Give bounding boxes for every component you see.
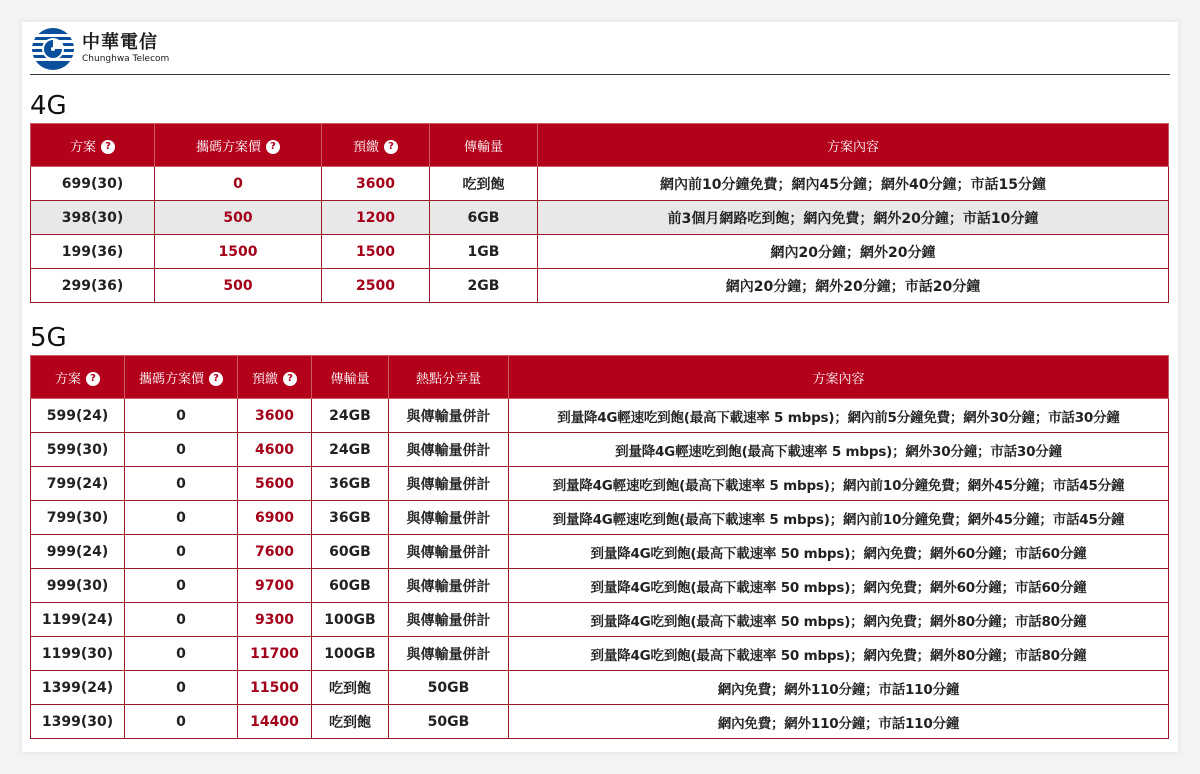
cell-plan: 599(24) <box>31 399 125 433</box>
cell-port-price: 1500 <box>155 235 322 269</box>
table-row <box>31 269 1169 303</box>
cell-data: 36GB <box>312 501 389 535</box>
chunghwa-logo-icon <box>30 26 76 72</box>
cell-port-price: 0 <box>155 167 322 201</box>
cell-data: 吃到飽 <box>312 671 389 705</box>
cell-prepay: 7600 <box>238 535 312 569</box>
cell-prepay: 5600 <box>238 467 312 501</box>
cell-prepay: 6900 <box>238 501 312 535</box>
cell-port-price: 0 <box>125 569 238 603</box>
cell-port-price: 0 <box>125 433 238 467</box>
cell-prepay: 11700 <box>238 637 312 671</box>
page-header <box>30 22 1170 75</box>
cell-port-price: 500 <box>155 269 322 303</box>
cell-data: 24GB <box>312 399 389 433</box>
cell-hotspot: 50GB <box>389 705 509 739</box>
cell-content: 網內免費；網外110分鐘；市話110分鐘 <box>509 671 1169 705</box>
cell-data: 吃到飽 <box>430 167 538 201</box>
plans-table-5g <box>30 355 1169 739</box>
header-port-price: 攜碼方案價 ? <box>155 124 322 167</box>
header-content: 方案內容 <box>538 124 1169 167</box>
cell-plan: 299(36) <box>31 269 155 303</box>
cell-hotspot: 與傳輸量併計 <box>389 569 509 603</box>
table-row <box>31 603 1169 637</box>
cell-prepay: 11500 <box>238 671 312 705</box>
cell-hotspot: 與傳輸量併計 <box>389 535 509 569</box>
help-icon[interactable]: ? <box>283 372 297 386</box>
cell-content: 網內免費；網外110分鐘；市話110分鐘 <box>509 705 1169 739</box>
help-icon[interactable]: ? <box>384 140 398 154</box>
cell-hotspot: 與傳輸量併計 <box>389 467 509 501</box>
cell-hotspot: 與傳輸量併計 <box>389 399 509 433</box>
cell-plan: 799(24) <box>31 467 125 501</box>
cell-data: 100GB <box>312 637 389 671</box>
header-port-price: 攜碼方案價 ? <box>125 356 238 399</box>
plans-card <box>22 22 1178 752</box>
help-icon[interactable]: ? <box>209 372 223 386</box>
cell-plan: 199(36) <box>31 235 155 269</box>
cell-prepay: 9700 <box>238 569 312 603</box>
table-row <box>31 501 1169 535</box>
table-row <box>31 167 1169 201</box>
cell-plan: 699(30) <box>31 167 155 201</box>
table-row <box>31 235 1169 269</box>
help-icon[interactable]: ? <box>101 140 115 154</box>
table-row <box>31 433 1169 467</box>
header-content: 方案內容 <box>509 356 1169 399</box>
cell-port-price: 0 <box>125 671 238 705</box>
cell-plan: 398(30) <box>31 201 155 235</box>
cell-plan: 599(30) <box>31 433 125 467</box>
help-icon[interactable]: ? <box>266 140 280 154</box>
header-hotspot: 熱點分享量 <box>389 356 509 399</box>
table-row <box>31 201 1169 235</box>
table-row <box>31 671 1169 705</box>
cell-content: 網內20分鐘；網外20分鐘 <box>538 235 1169 269</box>
table-row <box>31 399 1169 433</box>
cell-content: 到量降4G輕速吃到飽(最高下載速率 5 mbps)；網內前5分鐘免費；網外30分鐘；市話30分鐘 <box>509 399 1169 433</box>
header-prepay: 預繳 ? <box>322 124 430 167</box>
cell-content: 網內前10分鐘免費；網內45分鐘；網外40分鐘；市話15分鐘 <box>538 167 1169 201</box>
cell-content: 到量降4G輕速吃到飽(最高下載速率 5 mbps)；網內前10分鐘免費；網外45分鐘；市話45分鐘 <box>509 467 1169 501</box>
cell-data: 36GB <box>312 467 389 501</box>
chunghwa-logo[interactable] <box>30 26 169 72</box>
cell-content: 到量降4G吃到飽(最高下載速率 50 mbps)；網內免費；網外80分鐘；市話80分鐘 <box>509 603 1169 637</box>
cell-plan: 1399(30) <box>31 705 125 739</box>
cell-port-price: 0 <box>125 501 238 535</box>
cell-port-price: 0 <box>125 399 238 433</box>
cell-data: 2GB <box>430 269 538 303</box>
table-row <box>31 637 1169 671</box>
cell-content: 到量降4G吃到飽(最高下載速率 50 mbps)；網內免費；網外60分鐘；市話60分鐘 <box>509 535 1169 569</box>
cell-content: 到量降4G輕速吃到飽(最高下載速率 5 mbps)；網外30分鐘；市話30分鐘 <box>509 433 1169 467</box>
cell-data: 60GB <box>312 535 389 569</box>
cell-data: 1GB <box>430 235 538 269</box>
cell-port-price: 500 <box>155 201 322 235</box>
cell-plan: 999(24) <box>31 535 125 569</box>
cell-prepay: 4600 <box>238 433 312 467</box>
cell-port-price: 0 <box>125 705 238 739</box>
cell-hotspot: 與傳輸量併計 <box>389 433 509 467</box>
cell-data: 24GB <box>312 433 389 467</box>
table-row <box>31 535 1169 569</box>
cell-data: 6GB <box>430 201 538 235</box>
section-title-5g: 5G <box>30 323 67 353</box>
brand-name-en: Chunghwa Telecom <box>82 54 170 64</box>
cell-hotspot: 與傳輸量併計 <box>389 501 509 535</box>
cell-prepay: 3600 <box>322 167 430 201</box>
cell-content: 到量降4G輕速吃到飽(最高下載速率 5 mbps)；網內前10分鐘免費；網外45分鐘；市話45分鐘 <box>509 501 1169 535</box>
cell-prepay: 1500 <box>322 235 430 269</box>
cell-content: 網內20分鐘；網外20分鐘；市話20分鐘 <box>538 269 1169 303</box>
cell-data: 60GB <box>312 569 389 603</box>
cell-prepay: 9300 <box>238 603 312 637</box>
header-plan: 方案 ? <box>31 124 155 167</box>
plans-table-4g <box>30 123 1169 303</box>
cell-prepay: 3600 <box>238 399 312 433</box>
cell-plan: 1199(24) <box>31 603 125 637</box>
brand-name-zh: 中華電信 <box>82 32 158 53</box>
header-data: 傳輸量 <box>312 356 389 399</box>
cell-port-price: 0 <box>125 637 238 671</box>
cell-data: 100GB <box>312 603 389 637</box>
cell-data: 吃到飽 <box>312 705 389 739</box>
cell-prepay: 14400 <box>238 705 312 739</box>
cell-prepay: 2500 <box>322 269 430 303</box>
cell-content: 前3個月網路吃到飽；網內免費；網外20分鐘；市話10分鐘 <box>538 201 1169 235</box>
cell-hotspot: 與傳輸量併計 <box>389 637 509 671</box>
cell-plan: 1199(30) <box>31 637 125 671</box>
cell-port-price: 0 <box>125 603 238 637</box>
cell-content: 到量降4G吃到飽(最高下載速率 50 mbps)；網內免費；網外80分鐘；市話80分鐘 <box>509 637 1169 671</box>
help-icon[interactable]: ? <box>86 372 100 386</box>
table-row <box>31 569 1169 603</box>
table-row <box>31 467 1169 501</box>
cell-prepay: 1200 <box>322 201 430 235</box>
header-prepay: 預繳 ? <box>238 356 312 399</box>
cell-hotspot: 50GB <box>389 671 509 705</box>
section-title-4g: 4G <box>30 91 67 121</box>
header-data: 傳輸量 <box>430 124 538 167</box>
cell-plan: 1399(24) <box>31 671 125 705</box>
table-row <box>31 705 1169 739</box>
cell-content: 到量降4G吃到飽(最高下載速率 50 mbps)；網內免費；網外60分鐘；市話60分鐘 <box>509 569 1169 603</box>
cell-plan: 799(30) <box>31 501 125 535</box>
cell-port-price: 0 <box>125 467 238 501</box>
header-plan: 方案 ? <box>31 356 125 399</box>
cell-port-price: 0 <box>125 535 238 569</box>
cell-plan: 999(30) <box>31 569 125 603</box>
cell-hotspot: 與傳輸量併計 <box>389 603 509 637</box>
